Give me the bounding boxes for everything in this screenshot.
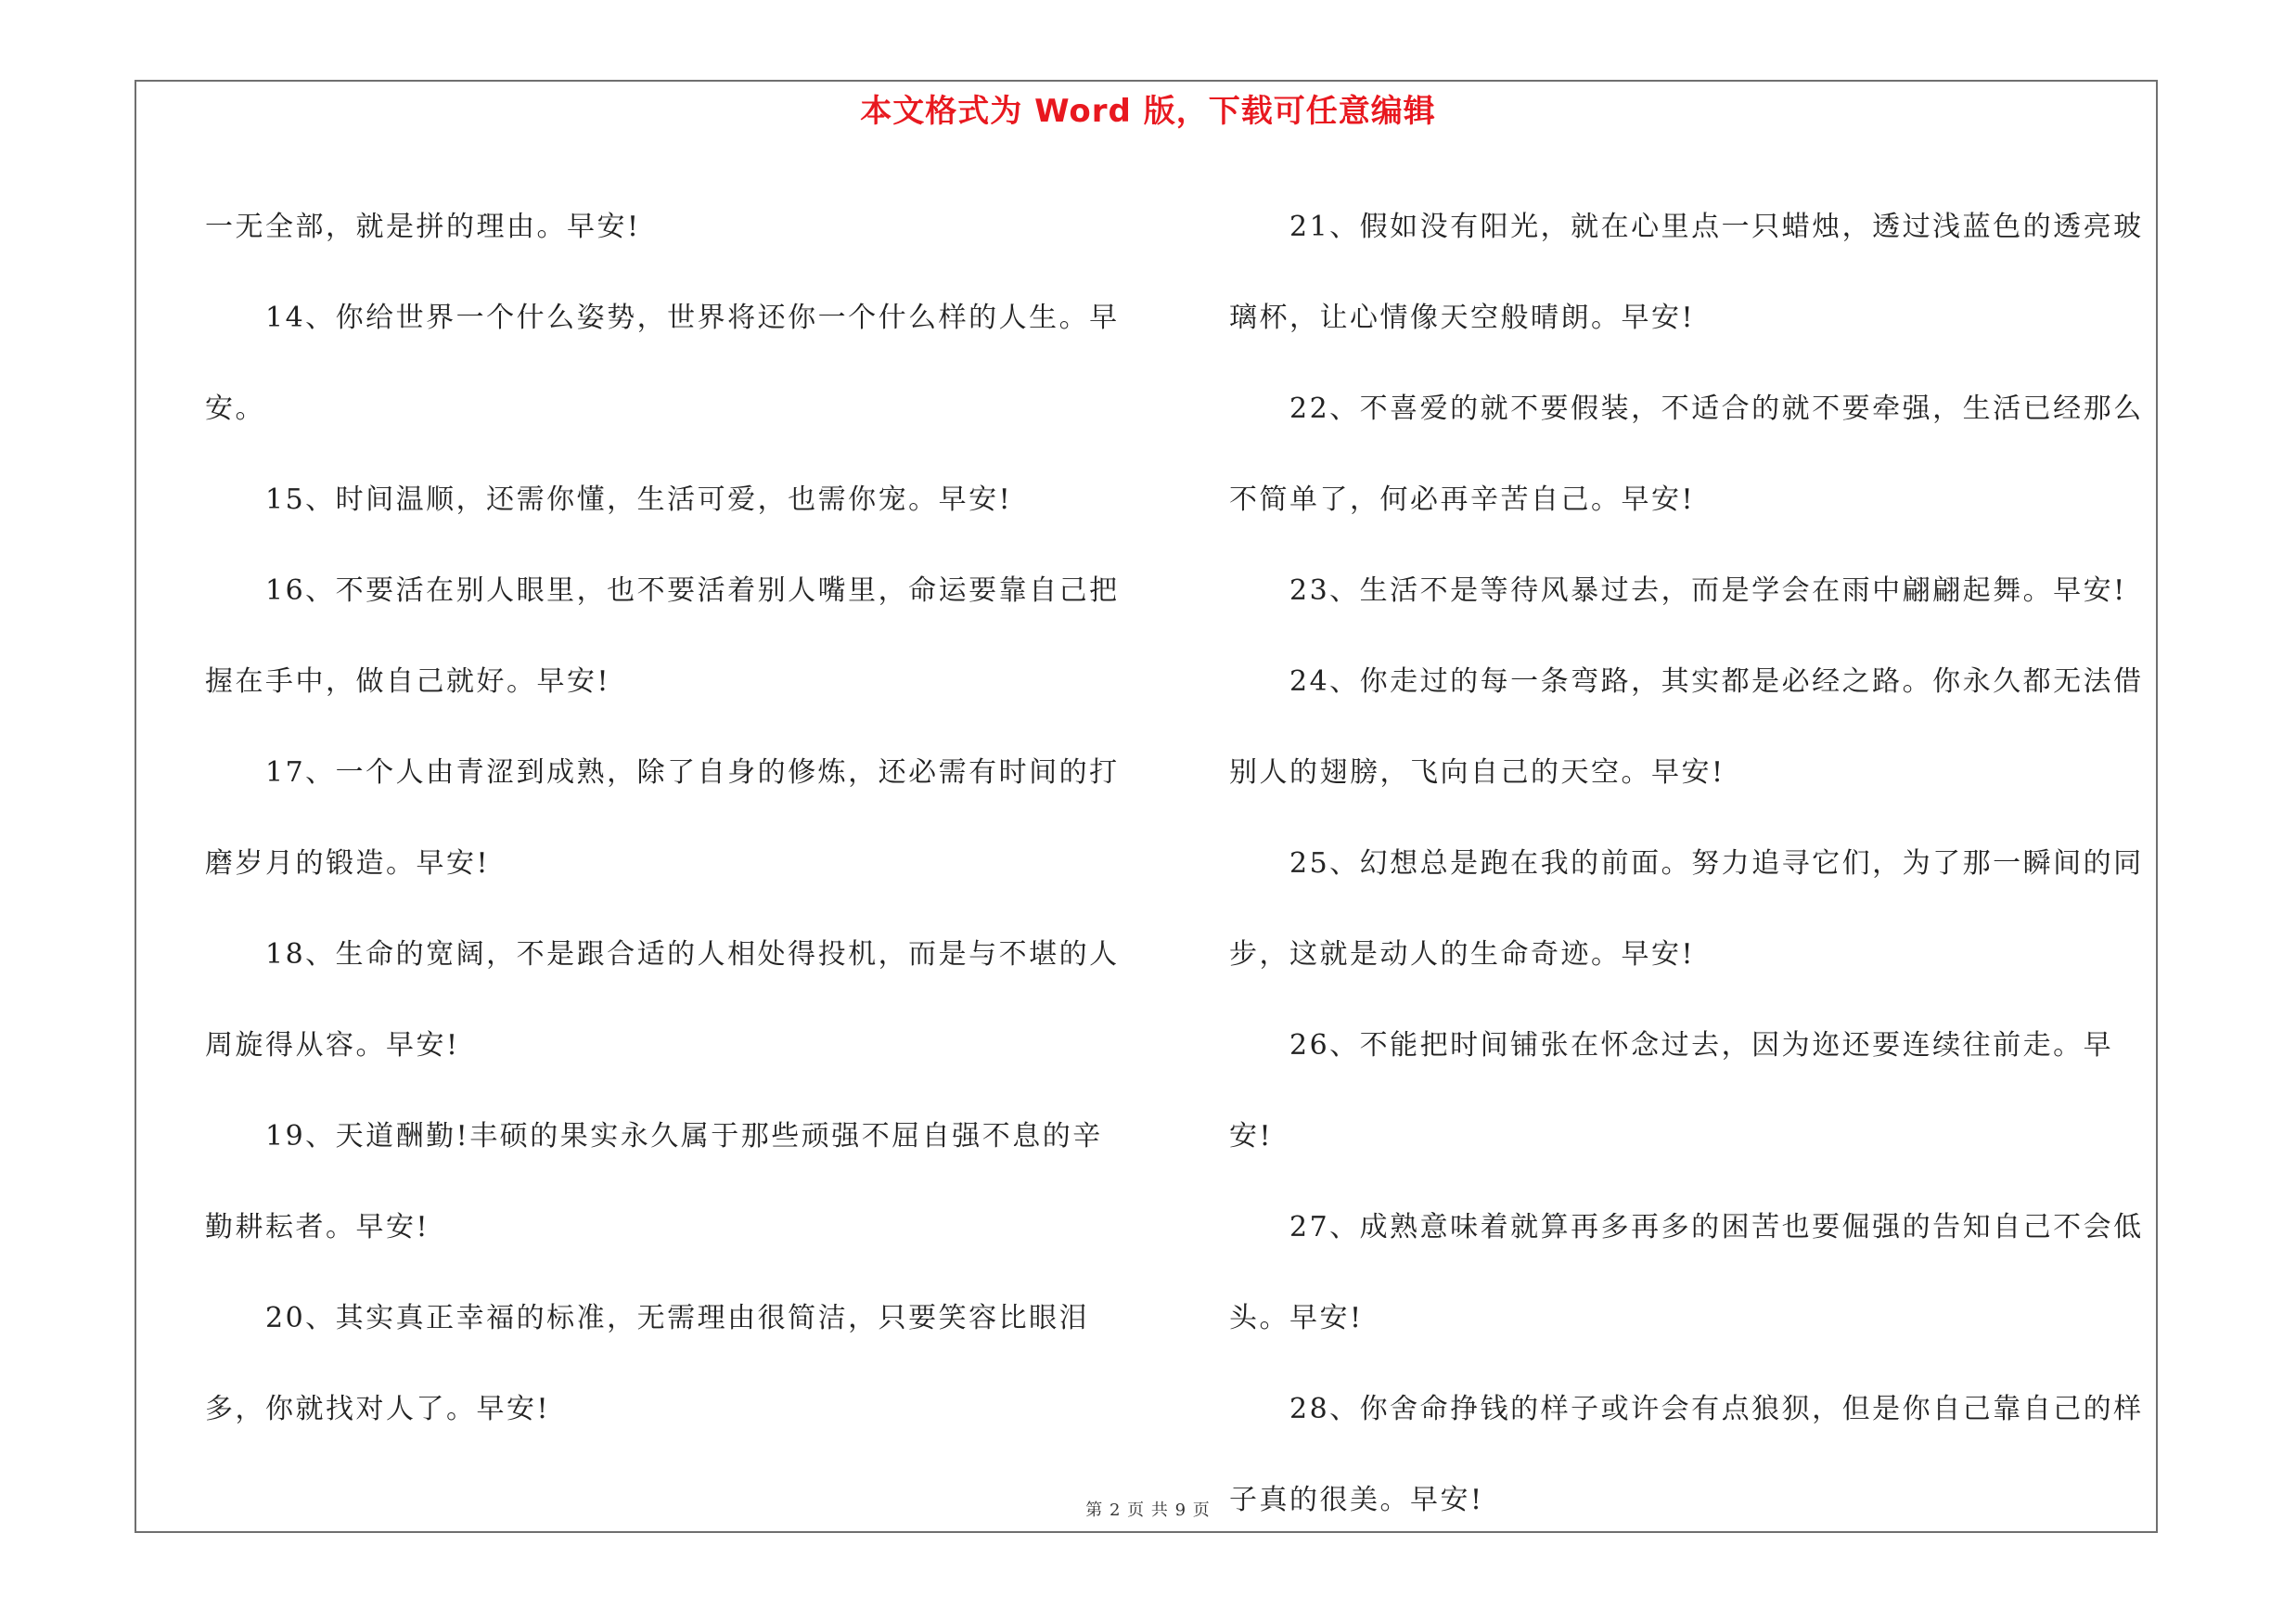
paragraph: 17、一个人由青涩到成熟，除了自身的修炼，还必需有时间的打磨岁月的锻造。早安!	[205, 756, 1120, 880]
paragraph: 19、天道酬勤!丰硕的果实永久属于那些顽强不屈自强不息的辛勤耕耘者。早安!	[205, 1120, 1103, 1243]
paragraph: 15、时间温顺，还需你懂，生活可爱，也需你宠。早安!	[265, 483, 1013, 516]
paragraph: 18、生命的宽阔，不是跟合适的人相处得投机，而是与不堪的人周旋得从容。早安!	[205, 938, 1120, 1062]
paragraph: 28、你舍命挣钱的样子或许会有点狼狈，但是你自己靠自己的样子真的很美。早安!	[1229, 1393, 2144, 1516]
paragraph: 一无全部，就是拼的理由。早安!	[205, 211, 641, 243]
paragraph: 20、其实真正幸福的标准，无需理由很简洁，只要笑容比眼泪多，你就找对人了。早安!	[205, 1302, 1090, 1425]
paragraph: 25、幻想总是跑在我的前面。努力追寻它们，为了那一瞬间的同步，这就是动人的生命奇迹。早安!	[1229, 847, 2144, 971]
page-number-footer: 第 2 页 共 9 页	[1085, 1501, 1211, 1520]
document-banner: 本文格式为 Word 版，下载可任意编辑	[860, 93, 1436, 130]
paragraph: 26、不能把时间铺张在怀念过去，因为迩还要连续往前走。早安!	[1229, 1029, 2114, 1153]
paragraph: 16、不要活在别人眼里，也不要活着别人嘴里，命运要靠自己把握在手中，做自己就好。早安!	[205, 574, 1120, 698]
paragraph: 24、你走过的每一条弯路，其实都是必经之路。你永久都无法借别人的翅膀，飞向自己的天空。早安!	[1229, 665, 2144, 789]
left-text-column	[205, 182, 1125, 1455]
paragraph: 23、生活不是等待风暴过去，而是学会在雨中翩翩起舞。早安!	[1289, 574, 2127, 607]
right-text-column	[1229, 182, 2149, 1546]
paragraph: 21、假如没有阳光，就在心里点一只蜡烛，透过浅蓝色的透亮玻璃杯，让心情像天空般晴朗。早安!	[1229, 211, 2144, 334]
paragraph: 27、成熟意味着就算再多再多的困苦也要倔强的告知自己不会低头。早安!	[1229, 1211, 2144, 1334]
paragraph: 14、你给世界一个什么姿势，世界将还你一个什么样的人生。早安。	[205, 302, 1120, 425]
paragraph: 22、不喜爱的就不要假装，不适合的就不要牵强，生活已经那么不简单了，何必再辛苦自己。早安!	[1229, 393, 2144, 516]
